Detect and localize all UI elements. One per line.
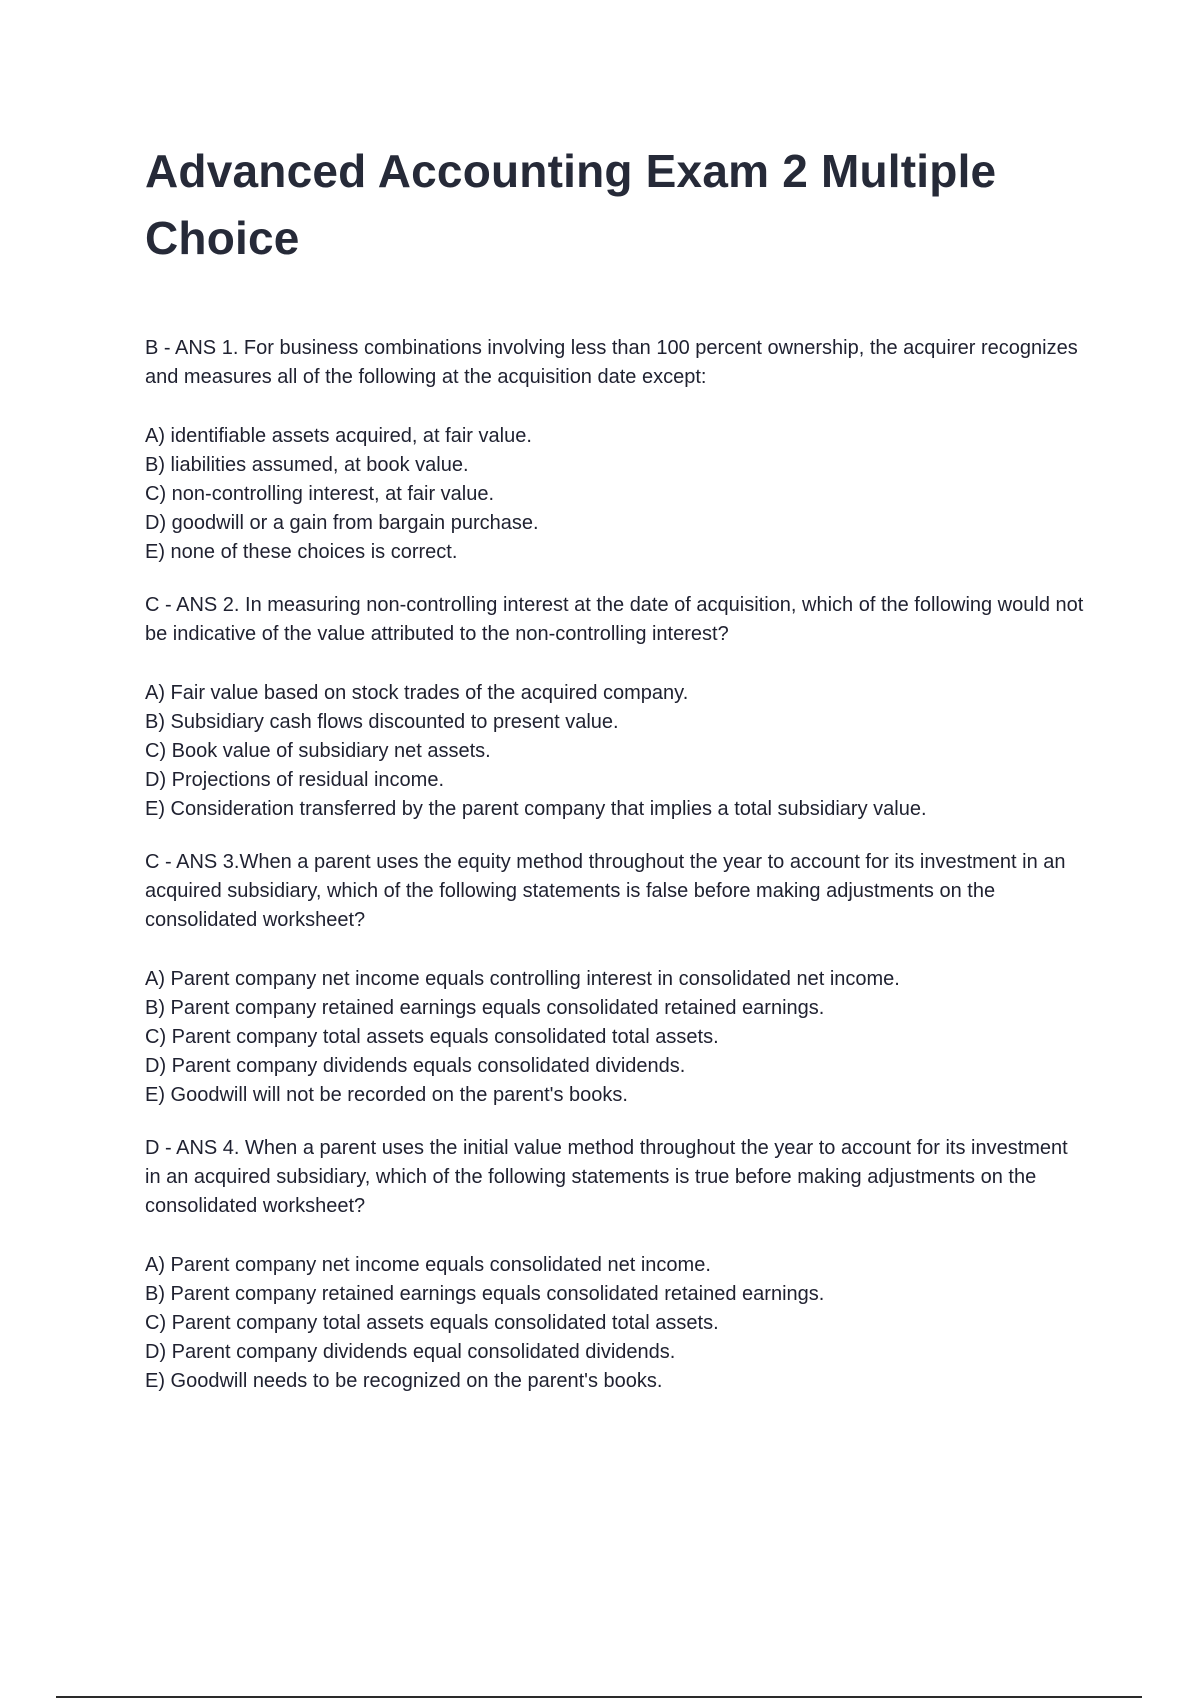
- answer-options: [145, 1251, 1085, 1396]
- page-title: Advanced Accounting Exam 2 Multiple Choice: [145, 145, 997, 264]
- option-c: C) Parent company total assets equals consolidated total assets.: [145, 1312, 719, 1334]
- question-4: [145, 1134, 1085, 1396]
- option-b: B) Subsidiary cash flows discounted to present value.: [145, 711, 619, 733]
- footer-divider: [56, 1696, 1142, 1698]
- answer-options: [145, 422, 1085, 567]
- question-list: [145, 334, 1085, 1420]
- question-text: B - ANS 1. For business combinations involving less than 100 percent ownership, the acquirer recognizes and measures all of the following at the acquisition date except:: [145, 337, 1078, 388]
- option-e: E) none of these choices is correct.: [145, 541, 458, 563]
- option-c: C) Parent company total assets equals consolidated total assets.: [145, 1026, 719, 1048]
- answer-options: [145, 965, 1085, 1110]
- option-d: D) Projections of residual income.: [145, 769, 445, 791]
- option-a: A) Parent company net income equals controlling interest in consolidated net income.: [145, 968, 900, 990]
- option-b: B) Parent company retained earnings equals consolidated retained earnings.: [145, 997, 825, 1019]
- option-d: D) Parent company dividends equals consolidated dividends.: [145, 1055, 686, 1077]
- option-a: A) Parent company net income equals consolidated net income.: [145, 1254, 711, 1276]
- question-text: C - ANS 2. In measuring non-controlling interest at the date of acquisition, which of the following would not be indicative of the value attributed to the non-controlling interest?: [145, 594, 1084, 645]
- question-3: [145, 848, 1085, 1110]
- question-text: C - ANS 3.When a parent uses the equity method throughout the year to account for its investment in an acquired subsidiary, which of the following statements is false before making adjustments on the consolidated worksheet?: [145, 851, 1066, 931]
- option-e: E) Consideration transferred by the parent company that implies a total subsidiary value.: [145, 798, 927, 820]
- option-c: C) non-controlling interest, at fair value.: [145, 483, 495, 505]
- option-b: B) Parent company retained earnings equals consolidated retained earnings.: [145, 1283, 825, 1305]
- option-e: E) Goodwill will not be recorded on the parent's books.: [145, 1084, 628, 1106]
- option-e: E) Goodwill needs to be recognized on the parent's books.: [145, 1370, 663, 1392]
- option-c: C) Book value of subsidiary net assets.: [145, 740, 491, 762]
- option-d: D) goodwill or a gain from bargain purchase.: [145, 512, 539, 534]
- option-d: D) Parent company dividends equal consolidated dividends.: [145, 1341, 676, 1363]
- question-1: [145, 334, 1085, 567]
- option-a: A) identifiable assets acquired, at fair value.: [145, 425, 532, 447]
- question-2: [145, 591, 1085, 824]
- question-text: D - ANS 4. When a parent uses the initial value method throughout the year to account for its investment in an acquired subsidiary, which of the following statements is true before making adjustments on the consolidated worksheet?: [145, 1137, 1068, 1217]
- option-a: A) Fair value based on stock trades of the acquired company.: [145, 682, 689, 704]
- option-b: B) liabilities assumed, at book value.: [145, 454, 469, 476]
- answer-options: [145, 679, 1085, 824]
